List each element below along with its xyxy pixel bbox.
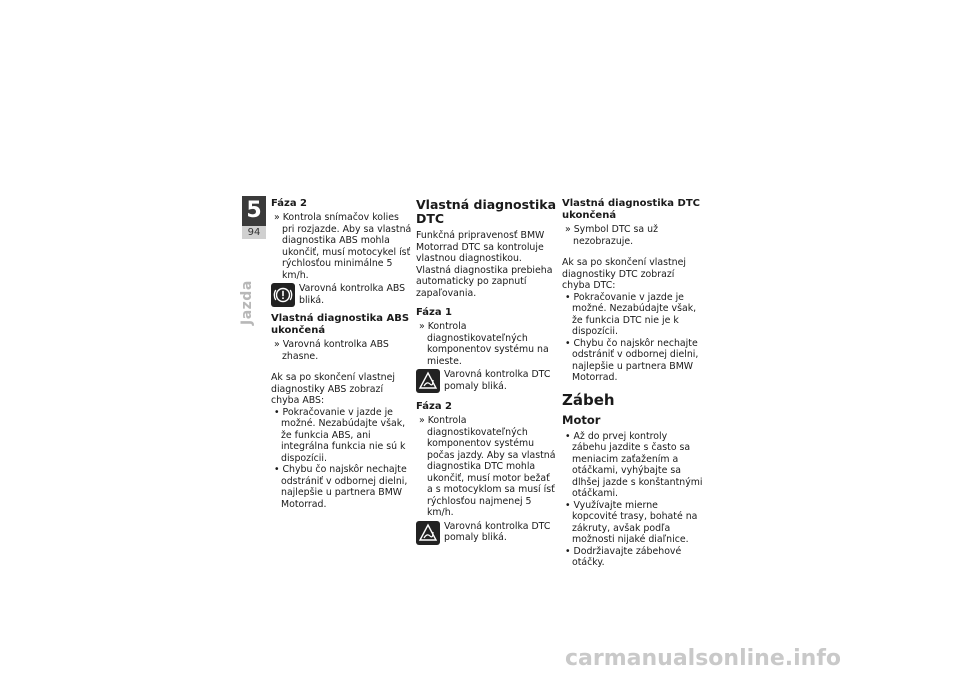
list-item: • Dodržiavajte zábehové otáčky. xyxy=(565,545,682,568)
abs-warning xyxy=(271,283,413,307)
column-3 xyxy=(562,198,704,575)
section-label: Jazda xyxy=(239,280,255,325)
column-2 xyxy=(416,198,558,551)
dtc-warning-1 xyxy=(416,369,558,393)
abs-warning-light-icon xyxy=(271,283,295,307)
dtc-warning-light-icon xyxy=(416,369,440,393)
dtc-warning-1-text: Varovná kontrolka DTC pomaly bliká. xyxy=(444,369,551,392)
phase1-heading: Fáza 1 xyxy=(416,307,453,318)
abs-done-step: » Varovná kontrolka ABS zhasne. xyxy=(274,339,389,362)
list-item: • Až do prvej kontroly zábehu jazdite s často sa meniacim zaťažením a otáčkami, vyhýbajte sa dlhšej jazde s konštantnými otáčkami. xyxy=(565,430,703,499)
dtc-heading: Vlastná diagnostika DTC xyxy=(416,197,557,226)
motor-list xyxy=(562,431,704,569)
phase2-heading: Fáza 2 xyxy=(271,198,308,209)
abs-error-intro: Ak sa po skončení vlastnej diagnostiky ABS zobrazí chyba ABS: xyxy=(271,372,395,406)
watermark: carmanualsonline.info xyxy=(565,646,841,671)
chapter-tab xyxy=(242,196,266,239)
dtc-warning-2 xyxy=(416,521,558,545)
dtc-done-heading: Vlastná diagnostika DTC ukončená xyxy=(562,198,700,221)
phase1-step: » Kontrola diagnostikovateľných komponentov systému na mieste. xyxy=(419,321,549,367)
dtc-done-step: » Symbol DTC sa už nezobrazuje. xyxy=(565,224,659,247)
list-item: • Pokračovanie v jazde je možné. Nezabúdajte však, že funkcia ABS, ani integrálna funkcia nie sú k dispozícii. xyxy=(274,406,406,464)
list-item: • Chybu čo najskôr nechajte odstrániť v odbornej dielni, najlepšie u partnera BMW Motorrad. xyxy=(565,337,699,383)
abs-warning-text: Varovná kontrolka ABS bliká. xyxy=(299,283,406,306)
phase2-heading: Fáza 2 xyxy=(416,401,453,412)
dtc-error-intro: Ak sa po skončení vlastnej diagnostiky DTC zobrazí chyba DTC: xyxy=(562,257,686,291)
zaben-heading: Zábeh xyxy=(562,390,615,409)
motor-heading: Motor xyxy=(562,412,601,427)
abs-done-heading: Vlastná diagnostika ABS ukončená xyxy=(271,313,410,336)
dtc-warning-light-icon xyxy=(416,521,440,545)
dtc-intro: Funkčná pripravenosť BMW Motorrad DTC sa kontroluje vlastnou diagnostikou. Vlastná diagnostika prebieha automaticky po zapnutí zapaľovania. xyxy=(416,230,553,299)
abs-error-list xyxy=(271,407,413,511)
phase2-step: » Kontrola diagnostikovateľných komponentov systému počas jazdy. Aby sa vlastná diagnostika DTC mohla ukončiť, musí motor bežať a s motocyklom sa musí ísť rýchlosťou najmenej 5 km/h. xyxy=(419,415,556,518)
list-item: • Pokračovanie v jazde je možné. Nezabúdajte však, že funkcia DTC nie je k dispozícii. xyxy=(565,291,697,337)
chapter-number: 5 xyxy=(242,196,266,226)
list-item: • Chybu čo najskôr nechajte odstrániť v odbornej dielni, najlepšie u partnera BMW Motorrad. xyxy=(274,464,408,510)
dtc-error-list xyxy=(562,292,704,384)
phase2-step: » Kontrola snímačov kolies pri rozjazde. Aby sa vlastná diagnostika ABS mohla ukončiť, musí motocykel ísť rýchlosťou minimálne 5 km/h. xyxy=(274,212,412,281)
dtc-warning-2-text: Varovná kontrolka DTC pomaly bliká. xyxy=(444,520,551,543)
column-1 xyxy=(271,198,413,516)
list-item: • Využívajte mierne kopcovité trasy, bohaté na zákruty, avšak podľa možnosti nijaké diaľnice. xyxy=(565,499,698,545)
page-number: 94 xyxy=(242,226,266,239)
